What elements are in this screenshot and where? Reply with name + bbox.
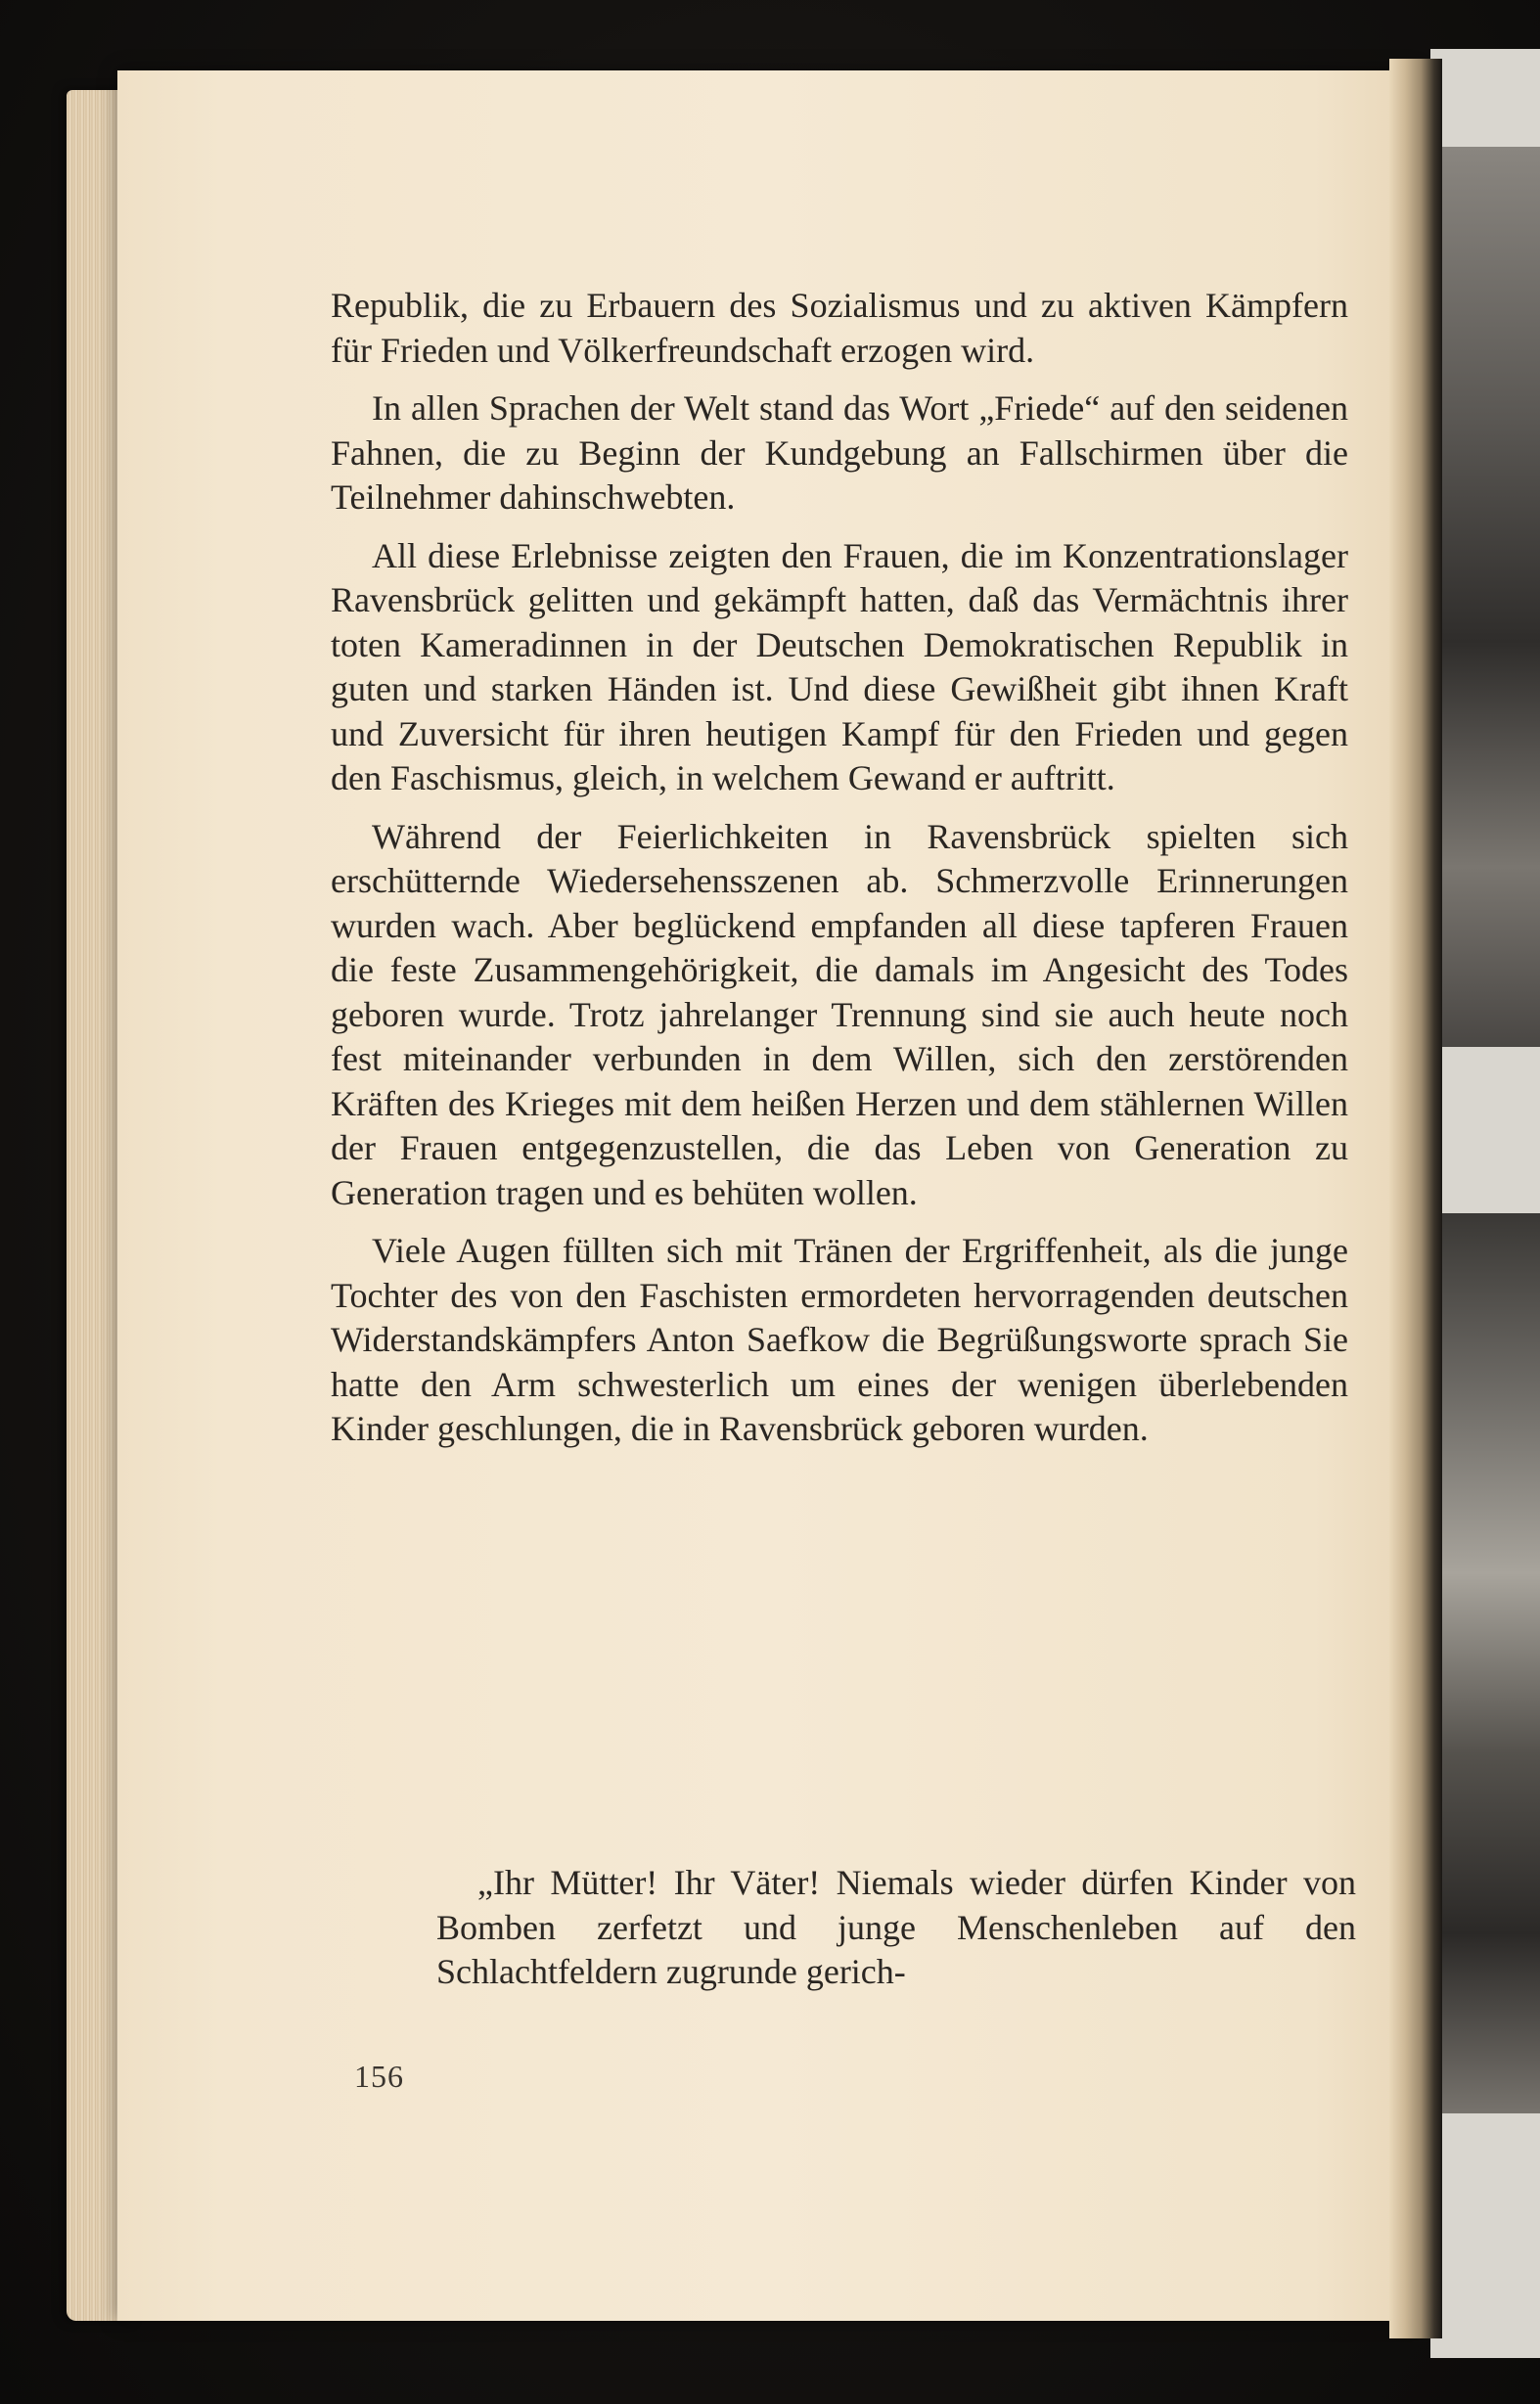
facing-page-photo-bottom [1436,1213,1540,2113]
page-number: 156 [354,2059,404,2094]
paragraph: All diese Erlebnisse zeigten den Frauen, die im Konzentrationslager Ravensbrück gelitten und gekämpft hatten, daß das Vermächtnis ihrer toten Kameradinnen in der Deutschen Demokratischen Republik in guten und starken Händen ist. Und diese Gewißheit gibt ihnen Kraft und Zuversicht für ihren heutigen Kampf für den Frieden und gegen den Faschismus, gleich, in welchem Gewand er auftritt. [331,535,1348,797]
body-text [331,284,1348,1466]
facing-page-photo-top [1436,147,1540,1047]
paragraph: Während der Feierlichkeiten in Ravensbrück spielten sich erschütternde Wiedersehensszenen ab. Schmerzvolle Erinnerungen wurden wach. Aber beglückend empfanden all diese tapferen Frauen die feste Zusammengehörigkeit, die damals im Angesicht des Todes geboren wurde. Trotz jahrelanger Trennung sind sie auch heute noch fest miteinander verbunden in dem Willen, sich den zerstörenden Kräften des Krieges mit dem heißen Herzen und dem stählernen Willen der Frauen entgegenzustellen, die das Leben von Generation zu Generation tragen und es behüten wollen. [331,816,1348,1212]
paragraph: Republik, die zu Erbauern des Sozialismus und zu aktiven Kämpfern für Frieden und Völkerfreundschaft erzogen wird. [331,286,1348,370]
paragraph: Viele Augen füllten sich mit Tränen der Ergriffenheit, als die junge Tochter des von den Faschisten ermordeten hervorragenden deutschen Widerstandskämpfers Anton Saefkow die Begrüßungsworte sprach Sie hatte den Arm schwesterlich um eines der wenigen überlebenden Kinder geschlungen, die in Ravensbrück geboren wurden. [331,1231,1348,1448]
book-gutter [1389,59,1442,2338]
block-quote: „Ihr Mütter! Ihr Väter! Niemals wieder dürfen Kinder von Bomben zerfetzt und junge Menschenleben auf den Schlachtfeldern zugrunde gerich- [436,1863,1356,1991]
paragraph: In allen Sprachen der Welt stand das Wort „Friede“ auf den seidenen Fahnen, die zu Beginn der Kundgebung an Fallschirmen über die Teilnehmer dahinschwebten. [331,388,1348,517]
